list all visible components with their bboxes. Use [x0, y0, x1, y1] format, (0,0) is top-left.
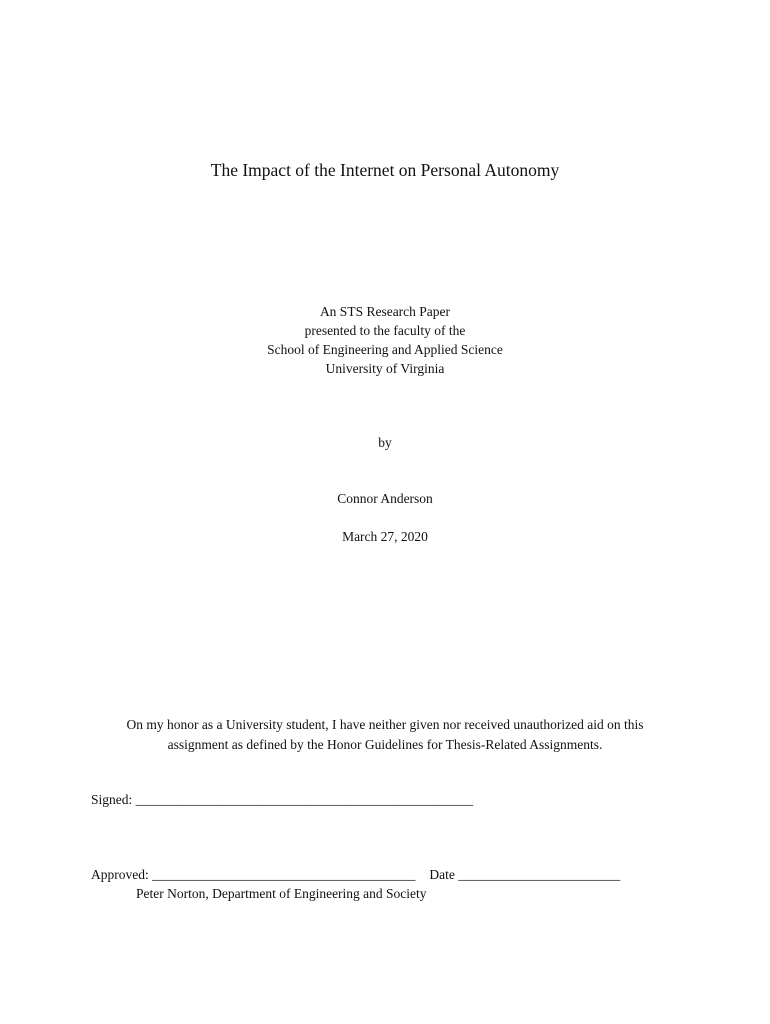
- author-name: Connor Anderson: [337, 491, 433, 506]
- subtitle-line: presented to the faculty of the: [304, 323, 466, 338]
- paper-title: The Impact of the Internet on Personal Autonomy: [210, 160, 560, 180]
- subtitle-line: An STS Research Paper: [319, 304, 451, 319]
- signed-line: Signed: __________________________________________________: [91, 792, 474, 807]
- honor-pledge: [0, 715, 770, 755]
- honor-pledge-line: assignment as defined by the Honor Guidelines for Thesis-Related Assignments.: [167, 737, 603, 752]
- subtitle-line: University of Virginia: [325, 361, 445, 376]
- approver-name: Peter Norton, Department of Engineering and Society: [136, 886, 427, 901]
- paper-subtitle-block: [0, 302, 770, 378]
- approved-line: Approved: _______________________________________: [91, 867, 416, 882]
- honor-pledge-line: On my honor as a University student, I have neither given nor received unauthorized aid on this: [126, 717, 644, 732]
- approval-row: [91, 866, 620, 884]
- by-label: by: [378, 435, 392, 450]
- paper-date: March 27, 2020: [342, 529, 428, 544]
- date-line: Date ________________________: [429, 867, 621, 882]
- subtitle-line: School of Engineering and Applied Science: [267, 342, 503, 357]
